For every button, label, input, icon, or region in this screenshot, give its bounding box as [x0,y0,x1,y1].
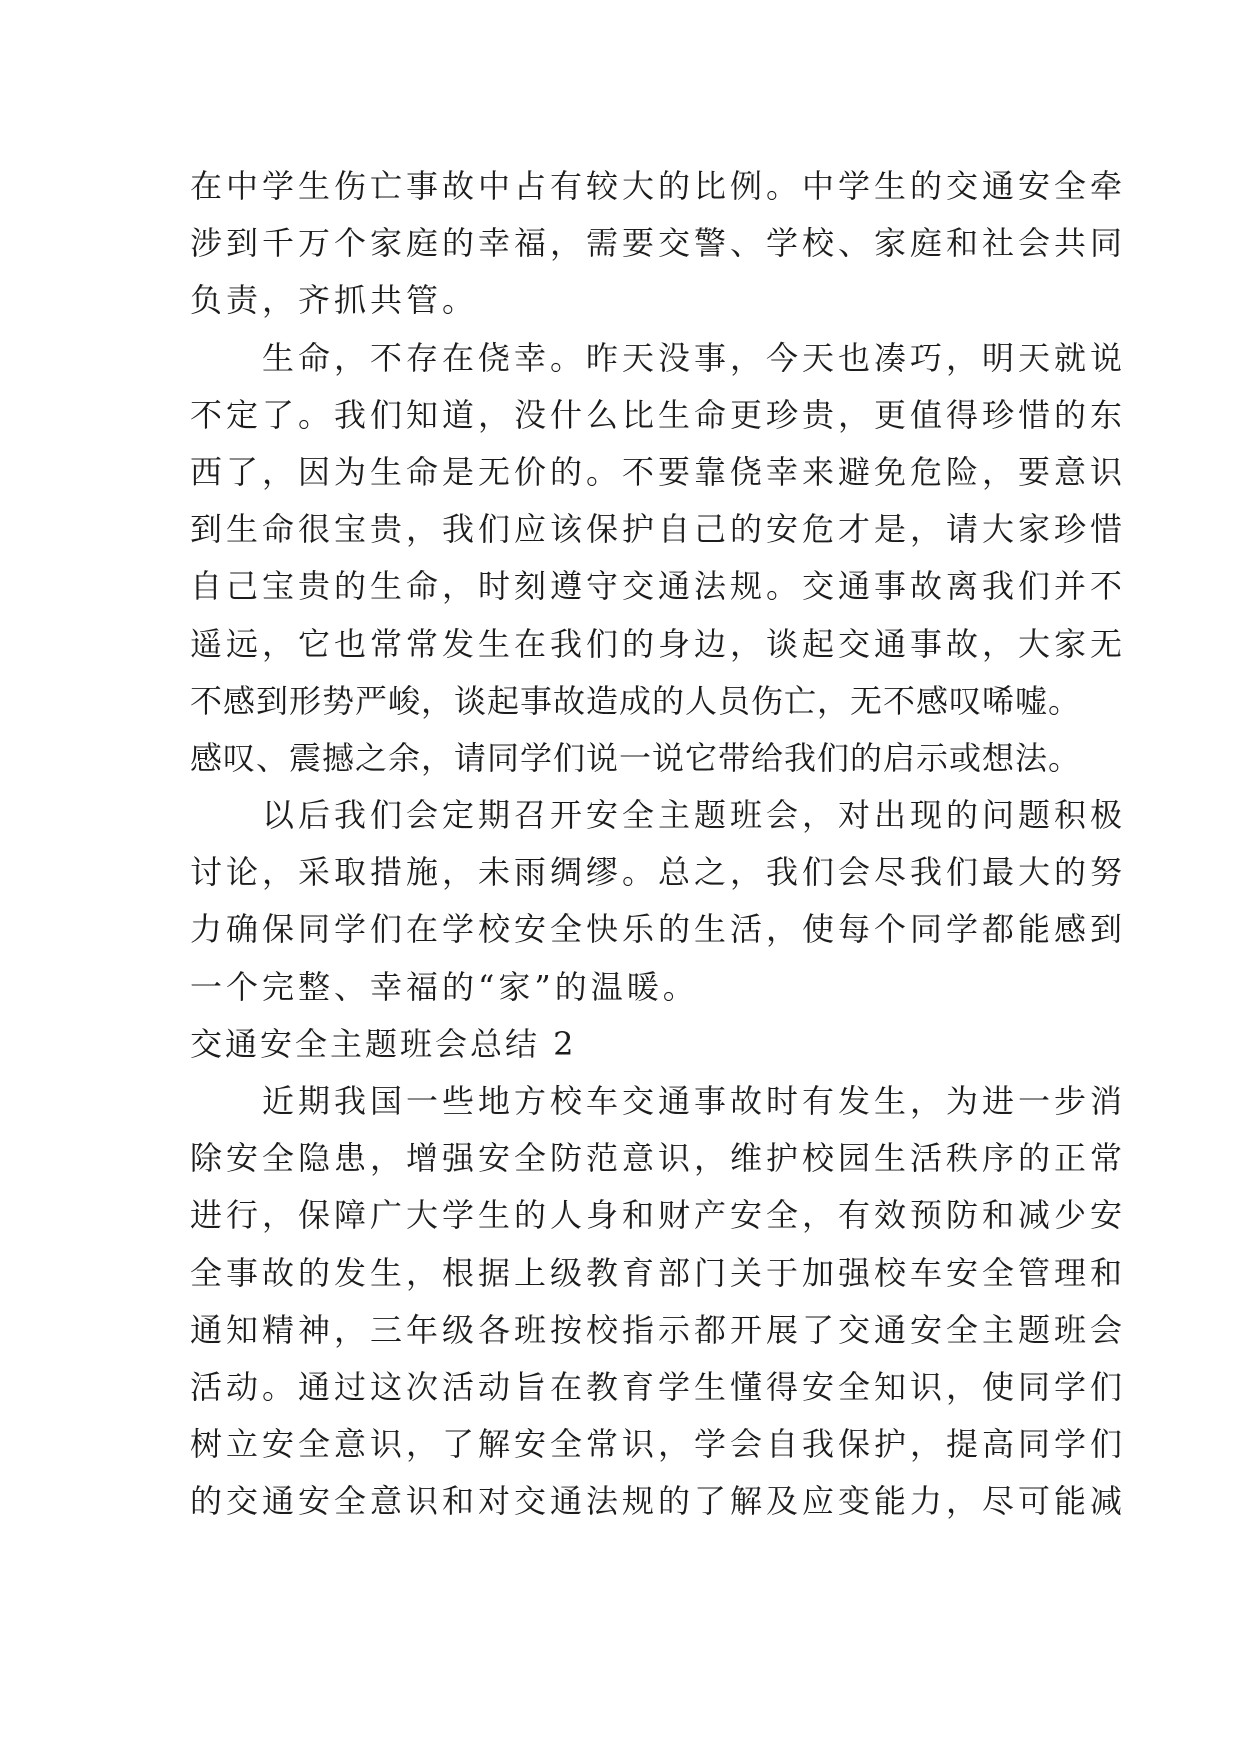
paragraph-2 [190,330,1127,788]
text-line: 的交通安全意识和对交通法规的了解及应变能力，尽可能减 [190,1482,1127,1521]
text-line: 通知精神，三年级各班按校指示都开展了交通安全主题班会 [190,1310,1127,1349]
text-line: 西了，因为生命是无价的。不要靠侥幸来避免危险，要意识 [190,452,1127,491]
text-line: 除安全隐患，增强安全防范意识，维护校园生活秩序的正常 [190,1139,1127,1178]
text-line: 讨论，采取措施，未雨绸缪。总之，我们会尽我们最大的努 [190,853,1127,892]
text-line: 涉到千万个家庭的幸福，需要交警、学校、家庭和社会共同 [190,224,1127,263]
text-line: 活动。通过这次活动旨在教育学生懂得安全知识，使同学们 [190,1367,1127,1406]
text-line: 树立安全意识，了解安全常识，学会自我保护，提高同学们 [190,1425,1127,1464]
text-line: 不定了。我们知道，没什么比生命更珍贵，更值得珍惜的东 [190,395,1127,434]
paragraph-3 [190,787,1127,1016]
document-body [190,158,1127,1531]
text-line: 到生命很宝贵，我们应该保护自己的安危才是，请大家珍惜 [190,510,1127,549]
text-line: 一个完整、幸福的“家”的温暖。 [190,967,699,1006]
text-line: 负责，齐抓共管。 [190,281,479,320]
text-line: 以后我们会定期召开安全主题班会，对出现的问题积极 [262,796,1127,835]
text-line: 全事故的发生，根据上级教育部门关于加强校车安全管理和 [190,1253,1127,1292]
text-line: 自己宝贵的生命，时刻遵守交通法规。交通事故离我们并不 [190,567,1127,606]
paragraph-4 [190,1073,1127,1531]
text-line: 生命，不存在侥幸。昨天没事，今天也凑巧，明天就说 [262,338,1127,377]
text-line: 不感到形势严峻，谈起事故造成的人员伤亡，无不感叹唏嘘。 [190,681,1082,720]
text-line: 遥远，它也常常发生在我们的身边，谈起交通事故，大家无 [190,624,1127,663]
text-line: 感叹、震撼之余，请同学们说一说它带给我们的启示或想法。 [190,738,1082,777]
section-heading: 交通安全主题班会总结 2 [190,1024,577,1063]
text-line: 近期我国一些地方校车交通事故时有发生，为进一步消 [262,1082,1127,1120]
text-line: 力确保同学们在学校安全快乐的生活，使每个同学都能感到 [190,910,1127,949]
text-line: 在中学生伤亡事故中占有较大的比例。中学生的交通安全牵 [190,167,1127,205]
text-line: 进行，保障广大学生的人身和财产安全，有效预防和减少安 [190,1196,1127,1235]
paragraph-1 [190,158,1127,330]
